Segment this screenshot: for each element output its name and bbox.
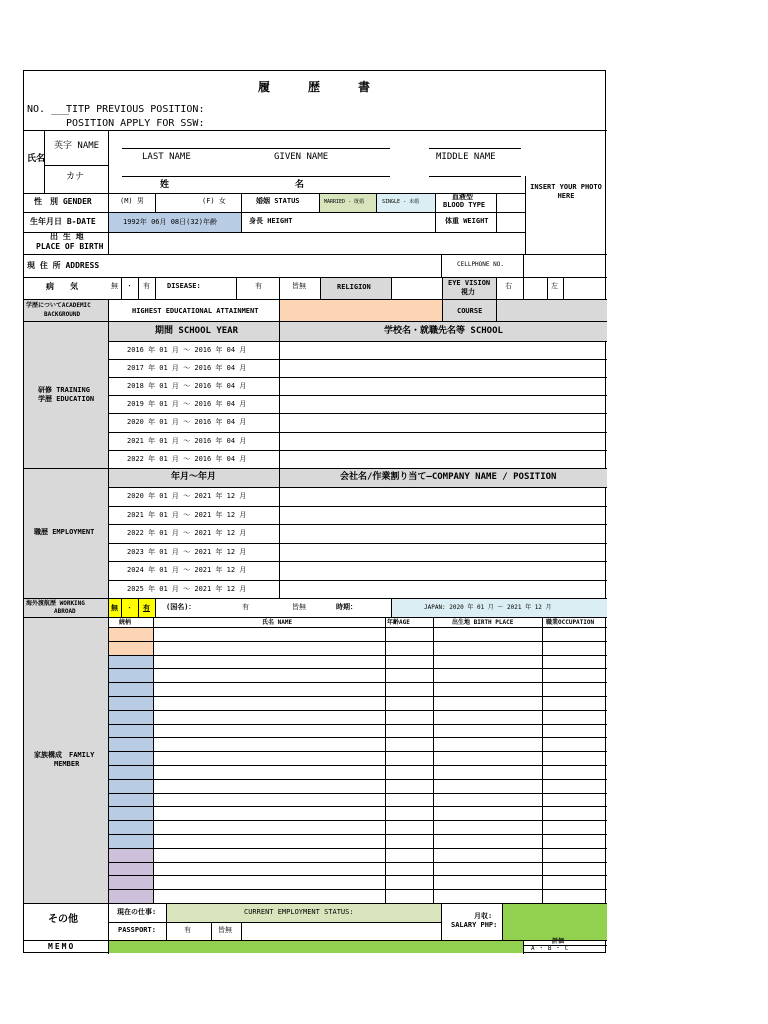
title-char-1: 履 [258, 80, 271, 94]
birthdate-input[interactable]: 1992年 06月 08日(32)年齢 [109, 213, 241, 232]
family-name-input[interactable] [154, 656, 385, 669]
married-option[interactable]: MARRIED - 既婚 [320, 194, 376, 212]
highest-attainment-label: HIGHEST EDUCATIONAL ATTAINMENT [132, 307, 259, 315]
family-relation-input[interactable] [109, 738, 153, 751]
school-name-input[interactable] [280, 360, 607, 377]
family-name-input[interactable] [154, 780, 385, 793]
blood-type-label: BLOOD TYPE [443, 201, 486, 209]
family-name-header: 氏名 NAME [262, 619, 293, 626]
disease-label: DISEASE: [167, 282, 201, 290]
height-input[interactable] [320, 213, 435, 232]
employment-period: 2023 年 01 月 ～ 2021 年 12 月 [127, 547, 247, 556]
education-period: 2022 年 01 月 ～ 2016 年 04 月 [127, 454, 247, 463]
blood-type-label-jp: 血液型 [452, 193, 473, 201]
abroad-no-option[interactable]: 有 [139, 599, 155, 617]
family-relation-input[interactable] [109, 697, 153, 710]
ssw-label: POSITION APPLY FOR SSW: [66, 118, 205, 129]
family-relation-input[interactable] [109, 628, 153, 641]
family-birthplace-header: 出生地 BIRTH PLACE [452, 619, 514, 626]
company-position-input[interactable] [280, 488, 607, 506]
education-period: 2020 年 01 月 ～ 2016 年 04 月 [127, 418, 247, 427]
photo-box[interactable] [526, 177, 606, 254]
employment-period: 2022 年 01 月 ～ 2021 年 12 月 [127, 529, 247, 537]
family-name-input[interactable] [154, 752, 385, 765]
middle-name-label: MIDDLE NAME [436, 152, 496, 162]
title-char-2: 歴 [308, 80, 321, 94]
kana-label: カナ [66, 172, 85, 182]
salary-label: SALARY PHP: [451, 921, 498, 929]
family-relation-input[interactable] [109, 849, 153, 862]
education-period: 2019 年 01 月 ～ 2016 年 04 月 [127, 400, 247, 409]
family-name-input[interactable] [154, 766, 385, 779]
employment-label-cell: 職歴 EMPLOYMENT [24, 469, 108, 598]
family-name-input[interactable] [154, 849, 385, 862]
name-label: 氏名 [27, 154, 46, 164]
title-char-3: 書 [358, 80, 371, 94]
school-name-input[interactable] [280, 433, 607, 450]
education-period: 2018 年 01 月 ～ 2016 年 04 月 [127, 382, 247, 391]
employment-period: 2025 年 01 月 ～ 2021 年 12 月 [127, 584, 247, 593]
single-option[interactable]: SINGLE - 未婚 [377, 194, 435, 212]
family-name-input[interactable] [154, 628, 385, 641]
family-name-input[interactable] [154, 642, 385, 655]
family-relation-input[interactable] [109, 835, 153, 848]
eye-right-label: 右 [505, 282, 512, 290]
gender-female-option[interactable]: (F) 女 [202, 197, 226, 205]
family-name-input[interactable] [154, 738, 385, 751]
mei-label: 名 [295, 180, 305, 190]
height-label: 身長 HEIGHT [249, 217, 293, 225]
family-name-input[interactable] [154, 835, 385, 848]
abroad-period-input[interactable]: JAPAN: 2020 年 01 月 ～ 2021 年 12 月 [392, 599, 607, 617]
middle-name-input[interactable] [429, 167, 521, 177]
family-relation-input[interactable] [109, 863, 153, 876]
salary-input[interactable] [503, 904, 607, 940]
family-relation-input[interactable] [109, 807, 153, 820]
family-relation-input[interactable] [109, 683, 153, 696]
family-relation-input[interactable] [109, 890, 153, 903]
company-position-input[interactable] [280, 581, 607, 599]
company-header: 会社名/作業割り当て—COMPANY NAME / POSITION [280, 469, 607, 487]
disease-none-option[interactable]: 皆無 [292, 282, 306, 290]
gender-male-option[interactable]: (M) 男 [120, 197, 144, 205]
address-input[interactable] [109, 255, 441, 277]
memo-input[interactable] [109, 941, 523, 953]
blood-type-input[interactable] [497, 194, 525, 212]
address-label: 現 住 所 ADDRESS [27, 261, 100, 270]
family-label-cell: 家族構成 FAMILY MEMBER [24, 618, 108, 903]
school-name-input[interactable] [280, 396, 607, 413]
employment-period: 2020 年 01 月 ～ 2021 年 12 月 [127, 492, 247, 500]
current-job-label: 現在の仕事: [117, 908, 157, 916]
abroad-none-option[interactable]: 皆無 [292, 603, 306, 611]
cellphone-input[interactable] [524, 255, 607, 277]
family-relation-input[interactable] [109, 752, 153, 765]
passport-has-option[interactable]: 有 [184, 926, 191, 934]
family-relation-input[interactable] [109, 766, 153, 779]
religion-input[interactable] [392, 278, 442, 299]
passport-none-option[interactable]: 皆無 [218, 926, 232, 934]
family-name-input[interactable] [154, 669, 385, 682]
family-relation-input[interactable] [109, 642, 153, 655]
school-year-header: 期間 SCHOOL YEAR [109, 322, 279, 341]
passport-label: PASSPORT: [118, 926, 156, 934]
family-name-input[interactable] [154, 683, 385, 696]
school-name-input[interactable] [280, 378, 607, 395]
birthplace-label: PLACE OF BIRTH [36, 242, 104, 251]
gender-label: 性 別 GENDER [34, 197, 92, 206]
disease-row-label: 病 気 [46, 282, 78, 291]
employment-period-header: 年月～年月 [109, 469, 279, 487]
status-label: 婚姻 STATUS [256, 197, 300, 205]
course-label-cell: COURSE [443, 300, 496, 321]
last-name-label: LAST NAME [142, 152, 191, 162]
education-period: 2021 年 01 月 ～ 2016 年 04 月 [127, 436, 247, 445]
family-name-input[interactable] [154, 697, 385, 710]
education-label-cell: 研修 TRAINING 学歴 EDUCATION [24, 322, 108, 468]
given-name-label: GIVEN NAME [274, 152, 329, 162]
education-period: 2017 年 01 月 ～ 2016 年 04 月 [127, 364, 247, 373]
education-period: 2016 年 01 月 ～ 2016 年 04 月 [127, 346, 247, 354]
family-name-input[interactable] [154, 863, 385, 876]
academic-label-cell: 学歴についてACADEMIC BACKGROUND [24, 300, 108, 321]
school-name-input[interactable] [280, 451, 607, 468]
disease-yes-option[interactable]: 無 [111, 282, 118, 290]
memo-label: MEMO [48, 942, 76, 951]
family-relation-input[interactable] [109, 780, 153, 793]
company-position-input[interactable] [280, 562, 607, 580]
disease-has-option[interactable]: 有 [255, 282, 262, 290]
disease-no-option[interactable]: 有 [143, 282, 150, 290]
school-name-input[interactable] [280, 342, 607, 359]
eiji-name-label: 英字 NAME [54, 141, 100, 151]
abroad-yes-option[interactable]: 無 [109, 599, 121, 617]
family-relation-input[interactable] [109, 821, 153, 834]
other-label: その他 [48, 914, 78, 925]
company-position-input[interactable] [280, 525, 607, 543]
family-name-input[interactable] [154, 725, 385, 738]
photo-placeholder: INSERT YOUR PHOTO HERE [530, 183, 602, 200]
family-relation-header: 続柄 [119, 619, 132, 626]
family-name-input[interactable] [154, 821, 385, 834]
cellphone-label: CELLPHONE NO. [457, 261, 504, 268]
weight-label: 体重 WEIGHT [445, 217, 489, 225]
family-name-input[interactable] [154, 807, 385, 820]
abroad-period-label: 時期： [336, 603, 357, 611]
family-relation-input[interactable] [109, 711, 153, 724]
school-header: 学校名・就職先名等 SCHOOL [280, 322, 607, 341]
sei-label: 姓 [160, 180, 170, 190]
birthplace-input[interactable] [109, 233, 525, 254]
employment-period: 2024 年 01 月 ～ 2021 年 12 月 [127, 566, 247, 574]
school-name-input[interactable] [280, 414, 607, 431]
current-status-input[interactable]: CURRENT EMPLOYMENT STATUS: [167, 904, 441, 922]
employment-period: 2021 年 01 月 ～ 2021 年 12 月 [127, 510, 247, 519]
titp-label: TITP PREVIOUS POSITION: [66, 104, 205, 115]
family-relation-input[interactable] [109, 656, 153, 669]
abroad-label-cell: 海外渡航歴 WORKING ABROAD [24, 599, 108, 617]
abroad-has-option[interactable]: 有 [242, 603, 249, 611]
family-occupation-header: 職業OCCUPATION [546, 619, 595, 626]
family-relation-input[interactable] [109, 794, 153, 807]
rank-grades[interactable]: A ・ B ・ C [531, 945, 569, 952]
birthplace-label-jp: 出 生 地 [50, 232, 84, 241]
course-input[interactable] [497, 300, 607, 321]
country-label: (国名)： [166, 603, 196, 611]
eye-vision-label-cell: EYE VISION 視力 [443, 278, 496, 299]
passport-input[interactable] [242, 923, 441, 940]
family-name-input[interactable] [154, 794, 385, 807]
family-relation-input[interactable] [109, 725, 153, 738]
highest-attainment-input[interactable] [280, 300, 442, 321]
family-relation-input[interactable] [109, 876, 153, 889]
last-given-name-input[interactable] [122, 167, 390, 177]
eye-left-label: 左 [551, 282, 558, 290]
birthdate-label: 生年月日 B-DATE [30, 217, 96, 226]
rank-cell: 評価 A ・ B ・ C [524, 941, 607, 953]
family-name-input[interactable] [154, 876, 385, 889]
religion-label-cell: RELIGION [321, 278, 391, 299]
family-relation-input[interactable] [109, 669, 153, 682]
resume-sheet: 履 歴 書 NO. ___ TITP PREVIOUS POSITION: POSITION APPLY FOR SSW: 氏名 英字 NAME カナ LAST NAME GIVEN NAME MIDDLE NAME 姓 名 INSERT YOUR PHOTO HERE 性 別 GENDER (M) 男 (F) 女 婚姻 STATUS MARRIED - 既婚 SINGLE - 未婚 血液型 BLOOD TYPE 生年月日 B-DATE 1992年 06月 08日(32)年齢 身長 HEIGHT 体重 WEIGHT 出 生 地 PLACE OF BIRTH 現 住 所 ADDRESS CELLPHONE NO. 病 気 無 ・ 有 DISEASE: 有 皆無 RELIGION EYE VISION 視力 右 左 学歴についてACADEMIC BACKGROUND HIGHEST EDUCATIONAL ATTAINMENT COURSE 研修 TRAINING 学歴 EDUCATION 期間 SCHOOL YEAR 学校名・就職先名等 SCHOOL 2016 年 01 月 ～ 2016 年 04 月 2017 年 01 月 ～ 2016 年 04 月 2018 年 01 月 ～ 2016 年 04 月 2019 年 01 月 ～ 2016 年 04 月 2020 年 01 月 ～ 2016 年 04 月 2021 年 01 月 ～ 2016 年 04 月 2022 年 01 月 ～ 2016 年 04 月 職歴 EMPLOYMENT 年月～年月 会社名/作業割り当て—COMPANY NAME / POSITION 2020 年 01 月 ～ 2021 年 12 月 2021 年 01 月 ～ 2021 年 12 月 2022 年 01 月 ～ 2021 年 12 月 2023 年 01 月 ～ 2021 年 12 月 2024 年 01 月 ～ 2021 年 12 月 2025 年 01 月 ～ 2021 年 12 月 海外渡航歴 WORKING ABROAD 無 ・ 有 (国名)： 有 皆無 時期： JAPAN: 2020 年 01 月 ～ 2021 年 12 月 家族構成 FAMILY MEMBER 続柄 氏名 NAME 年齢AGE 出生地 BIRTH PLACE 職業OCCUPATION その他 現在の仕事: CURRENT EMPLOYMENT STATUS: PASSPORT: 有 皆無 月収: SALARY PHP: MEMO 評価 A ・ B ・ C [23, 70, 606, 953]
family-name-input[interactable] [154, 890, 385, 903]
company-position-input[interactable] [280, 507, 607, 525]
no-label: NO. ___ [27, 104, 70, 115]
salary-label-jp: 月収: [474, 912, 493, 920]
weight-input[interactable] [497, 213, 525, 232]
abroad-dot: ・ [122, 599, 138, 617]
family-age-header: 年齢AGE [387, 619, 410, 626]
company-position-input[interactable] [280, 544, 607, 562]
family-name-input[interactable] [154, 711, 385, 724]
